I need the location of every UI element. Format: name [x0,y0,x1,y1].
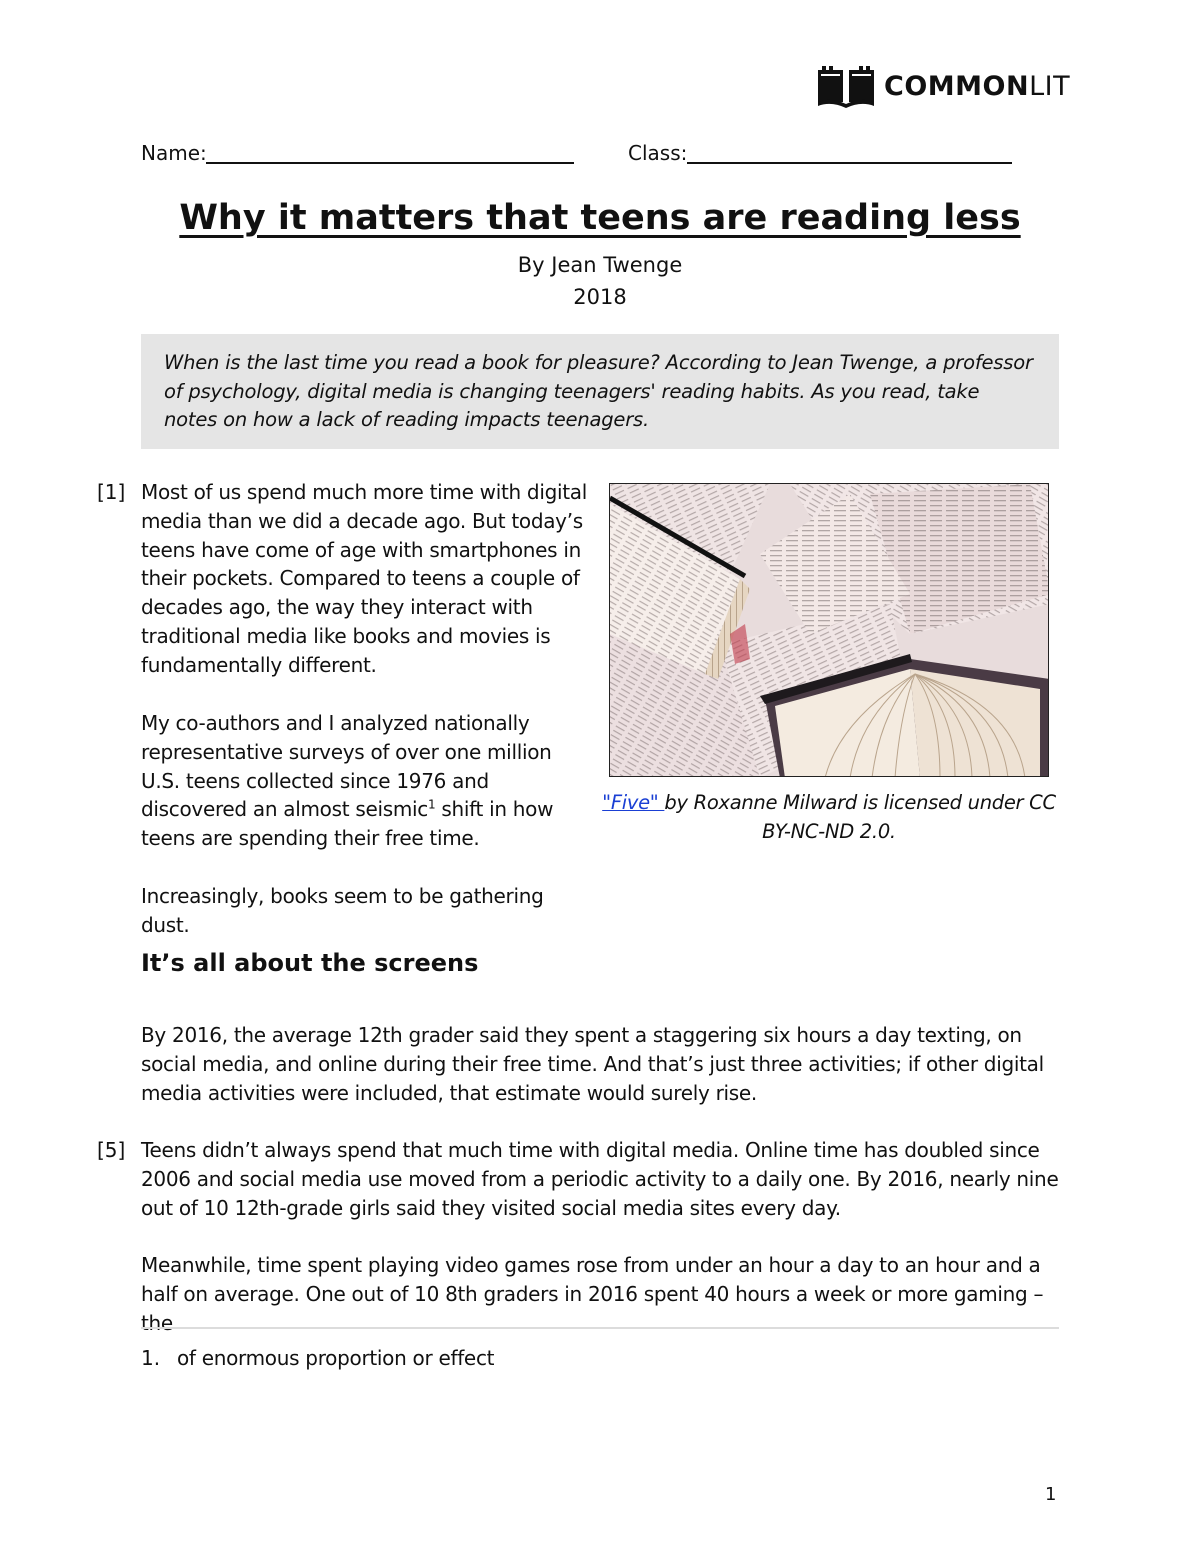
name-field-line[interactable] [206,162,574,164]
class-label: Class: [628,141,688,165]
paragraph-number-1: [1] [97,480,126,504]
image-caption [600,789,1058,847]
paragraph-2 [141,709,591,853]
paragraph-2-text-start: My co-authors and I analyzed nationally representative surveys of over one million U.S. teens collected since 1976 and discovered an almost seismic [141,711,552,822]
books-photo [609,483,1049,777]
paragraph-5: Teens didn’t always spend that much time with digital media. Online time has doubled since 2006 and social media use moved from a periodic activity to a daily one. By 2016, nearly nine out of 10 12th-grade girls said they visited social media sites every day. [141,1138,1059,1220]
image-license-text: by Roxanne Milward is licensed under CC BY-NC-ND 2.0. [664,791,1056,843]
paragraph-2-text-end: shift in how teens are spending their free time. [141,797,554,851]
footnote-reference[interactable]: 1 [427,797,436,812]
intro-text: When is the last time you read a book for pleasure? According to Jean Twenge, a professor of psychology, digital media is changing teenagers' reading habits. As you read, take notes on how a lack of reading impacts teenagers. [164,351,1033,432]
article-year: 2018 [573,285,627,309]
image-source-link[interactable]: "Five" [602,791,665,814]
article-byline: By Jean Twenge [517,253,683,277]
logo-wordmark: COMMONLIT [884,70,1071,102]
page-number: 1 [1045,1484,1057,1505]
paragraph-1: Most of us spend much more time with digital media than we did a decade ago. But today’s teens have come of age with smartphones in their pockets. Compared to teens a couple of decades ago, the way they interact with traditional media like books and movies is fundamentally different. [141,480,587,677]
footnote-text: of enormous proportion or effect [177,1346,495,1370]
class-field-line[interactable] [687,162,1012,164]
footnote-divider [141,1327,1059,1329]
paragraph-number-5: [5] [97,1138,126,1162]
paragraph-3: Increasingly, books seem to be gathering dust. [141,884,544,937]
intro-box [141,334,1059,449]
section-heading: It’s all about the screens [141,949,479,977]
open-book-icon [816,64,876,108]
article-title: Why it matters that teens are reading less [179,198,1021,238]
paragraph-6: Meanwhile, time spent playing video games rose from under an hour a day to an hour and a half on average. One out of 10 8th graders in 2016 spent 40 hours a week or more gaming – the [141,1253,1044,1335]
name-label: Name: [141,141,207,165]
footnote-number: 1. [141,1346,161,1370]
paragraph-4: By 2016, the average 12th grader said they spent a staggering six hours a day texting, on social media, and online during their free time. And that’s just three activities; if other digital media activities were included, that estimate would surely rise. [141,1023,1044,1105]
commonlit-logo [816,64,1070,108]
open-books-illustration [610,484,1049,777]
